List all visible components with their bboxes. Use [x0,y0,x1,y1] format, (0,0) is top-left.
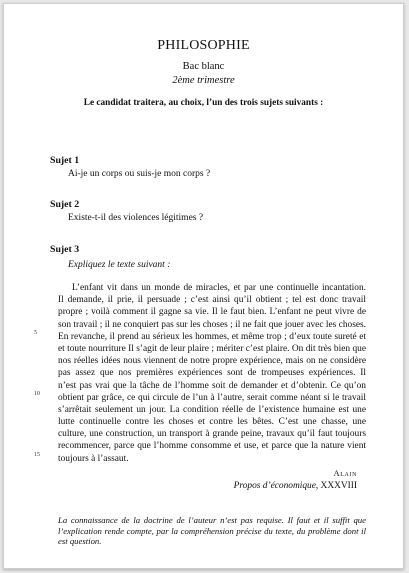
sujet-2-heading: Sujet 2 [50,199,80,210]
citation-number: , XXXVIII [315,481,357,491]
citation-author: Alain [333,468,357,478]
text-line: et toute nourriture Il s’agit de leur plaire ; mériter c’est plaire. On dit très bien que [58,343,366,354]
text-line: toujours à l’assaut. [58,453,129,464]
exam-note: La connaissance de la doctrine de l’auteur n’est pas requise. Il faut et il suffit que l’explication rende compte, par la compréhension précise du texte, du problème dont il est question. [58,515,366,546]
trimester-label: 2ème trimestre [172,75,235,86]
line-number: 15 [34,452,40,458]
page-title: PHILOSOPHIE [157,38,250,53]
text-line: Il demande, il prie, il persuade ; c’est ainsi qu’il obtient ; tel est donc travail [58,295,366,306]
text-line: lutte continuelle contre les choses et contre les bêtes. C’est une chasse, une [58,417,366,428]
text-line: obtient par grâce, ce qui circule de l’un à l’autre, serait comme néant si le travail [58,392,366,403]
sujet-2-question: Existe-t-il des violences légitimes ? [68,213,204,223]
excerpt-text [58,282,366,465]
exam-page [3,3,404,569]
text-line: propre ; voilà comment il gagne sa vie. Il le faut bien. L’enfant ne peut vivre de [58,307,366,318]
exam-subtitle: Bac blanc [182,61,225,72]
sujet-3-heading: Sujet 3 [50,244,80,255]
instructions: Le candidat traitera, au choix, l’un des trois sujets suivants : [83,98,324,108]
citation-source [234,481,357,491]
text-line: recommencer, parce que l’homme consomme et use, et parce que la nature vient [58,441,366,452]
text-line: s’arrêtait seulement un jour. La condition réelle de l’existence humaine est une [58,404,366,415]
sujet-1-question: Ai-je un corps ou suis-je mon corps ? [68,169,211,179]
line-number: 5 [34,330,37,336]
sujet-1-heading: Sujet 1 [50,155,80,166]
text-line: L’enfant vit dans un monde de miracles, et par une continuelle incantation. [72,283,366,293]
text-line: pas assez que nos premières expériences sont de trompeuses expériences. Il [58,368,366,379]
line-number: 10 [34,391,40,397]
text-line: son travail ; il ne conquiert pas sur les choses ; il ne fait que jouer avec les choses. [58,319,366,330]
citation-work: Propos d’économique [233,481,316,491]
sujet-3-instruction: Expliquez le texte suivant : [68,260,171,270]
text-line: En revanche, il prend au sérieux les hommes, et même trop ; d’eux toute sureté et [58,331,366,342]
text-line: n’est pas vrai que la tâche de l’homme soit de demander et d’obtenir. Ce qu’on [58,380,366,391]
text-line: culture, une construction, un transport à grande peine, travaux qu’il faut toujours [58,429,366,440]
text-line: nos réelles idées nous viennent de notre propre expérience, mais on ne considère [58,356,366,367]
